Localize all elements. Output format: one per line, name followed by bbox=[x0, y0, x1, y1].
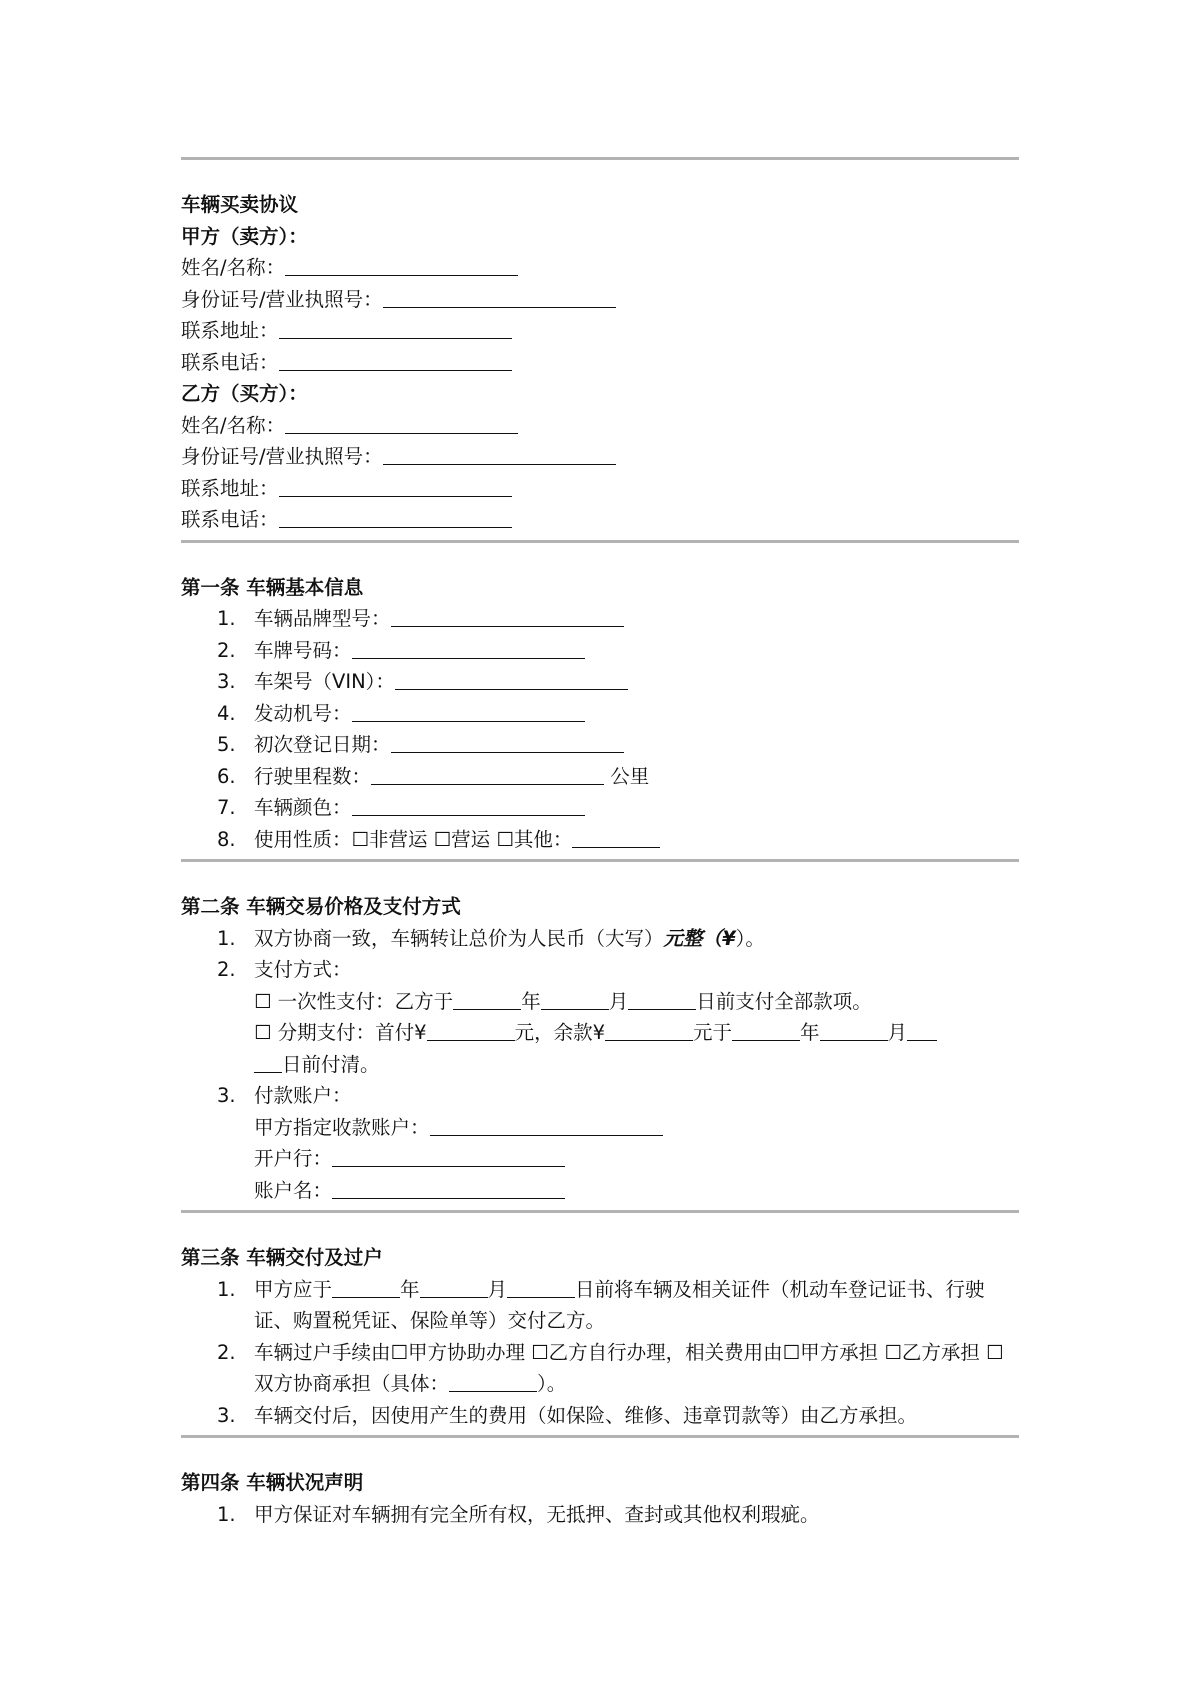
party-a-phone-row bbox=[181, 347, 1019, 379]
lump-sum-month-blank[interactable] bbox=[541, 987, 609, 1010]
item-number: 1. bbox=[217, 1502, 236, 1526]
list-item bbox=[181, 761, 1019, 793]
month-label: 月 bbox=[487, 1277, 508, 1301]
section-divider bbox=[181, 540, 1019, 543]
list-item bbox=[181, 1080, 1019, 1112]
item-number: 3. bbox=[217, 1084, 236, 1107]
installment-tail: 日前付清。 bbox=[282, 1052, 380, 1076]
item-label: 车架号（VIN）： bbox=[254, 670, 395, 693]
list-item bbox=[181, 1274, 1019, 1337]
item-number: 2. bbox=[217, 638, 236, 662]
account-holder-blank[interactable] bbox=[332, 1176, 565, 1199]
delivery-month-blank[interactable] bbox=[420, 1275, 488, 1298]
item-number: 2. bbox=[217, 958, 236, 981]
plate-number-blank[interactable] bbox=[352, 636, 585, 659]
delivery-prefix: 甲方应于 bbox=[254, 1277, 333, 1301]
lump-sum-year-blank[interactable] bbox=[453, 987, 521, 1010]
item-label: 车辆品牌型号： bbox=[254, 607, 391, 630]
balance-label: 元，余款¥ bbox=[514, 1021, 606, 1044]
section-divider bbox=[181, 1210, 1019, 1213]
party-b-heading: 乙方（买方）： bbox=[181, 382, 308, 405]
party-b-phone-blank[interactable] bbox=[279, 505, 512, 528]
payment-account-label: 付款账户： bbox=[254, 1084, 352, 1107]
party-a-address-blank[interactable] bbox=[279, 316, 512, 339]
item-number: 1. bbox=[217, 926, 236, 950]
party-b-name-blank[interactable] bbox=[285, 411, 518, 434]
first-registration-date-blank[interactable] bbox=[391, 730, 624, 753]
item-label: 行驶里程数： bbox=[254, 764, 372, 788]
vin-blank[interactable] bbox=[395, 667, 628, 690]
brand-model-blank[interactable] bbox=[391, 604, 624, 627]
section-divider bbox=[181, 157, 1019, 160]
contract-page bbox=[181, 157, 1019, 1530]
document-title: 车辆买卖协议 bbox=[181, 193, 299, 216]
payment-method-label: 支付方式： bbox=[254, 958, 352, 981]
item-label: 初次登记日期： bbox=[254, 733, 391, 756]
transfer-tail: ）。 bbox=[537, 1372, 567, 1395]
item-label: 使用性质：☐非营运 ☐营运 ☐其他： bbox=[254, 827, 573, 851]
item-label: 发动机号： bbox=[254, 701, 352, 725]
article-2-heading: 第二条 车辆交易价格及支付方式 bbox=[181, 895, 461, 918]
total-price-emphasis: 元整（¥ bbox=[663, 926, 736, 950]
balance-blank[interactable] bbox=[605, 1018, 693, 1041]
year-label: 年 bbox=[521, 989, 541, 1013]
installment-prefix: ☐ 分期支付：首付¥ bbox=[254, 1021, 427, 1044]
party-a-address-row bbox=[181, 315, 1019, 347]
list-item bbox=[181, 792, 1019, 824]
party-b-address-label: 联系地址： bbox=[181, 476, 279, 500]
list-item bbox=[181, 954, 1019, 986]
item-number: 4. bbox=[217, 701, 236, 725]
account-holder-label: 账户名： bbox=[254, 1178, 333, 1202]
party-a-id-row bbox=[181, 284, 1019, 316]
party-a-name-row bbox=[181, 252, 1019, 284]
item-number: 3. bbox=[217, 670, 236, 693]
lump-sum-day-blank[interactable] bbox=[628, 987, 696, 1010]
color-blank[interactable] bbox=[352, 793, 585, 816]
party-b-name-row bbox=[181, 410, 1019, 442]
installment-month-blank[interactable] bbox=[820, 1018, 888, 1041]
installment-day-blank-part1[interactable] bbox=[907, 1018, 937, 1041]
item-number: 8. bbox=[217, 827, 236, 851]
engine-number-blank[interactable] bbox=[352, 699, 585, 722]
item-number: 2. bbox=[217, 1340, 236, 1364]
post-delivery-cost-text: 车辆交付后，因使用产生的费用（如保险、维修、违章罚款等）由乙方承担。 bbox=[254, 1403, 918, 1427]
item-number: 6. bbox=[217, 764, 236, 788]
party-a-phone-blank[interactable] bbox=[279, 348, 512, 371]
down-payment-blank[interactable] bbox=[427, 1018, 515, 1041]
article-3-list bbox=[181, 1274, 1019, 1432]
article-1-heading: 第一条 车辆基本信息 bbox=[181, 575, 364, 599]
month-label: 月 bbox=[608, 989, 629, 1013]
item-number: 7. bbox=[217, 796, 236, 819]
party-a-phone-label: 联系电话： bbox=[181, 350, 279, 374]
party-a-id-blank[interactable] bbox=[383, 285, 616, 308]
party-b-id-label: 身份证号/营业执照号： bbox=[181, 445, 383, 468]
party-b-id-blank[interactable] bbox=[383, 442, 616, 465]
delivery-year-blank[interactable] bbox=[332, 1275, 400, 1298]
article-3-heading: 第三条 车辆交付及过户 bbox=[181, 1246, 383, 1269]
list-item bbox=[181, 603, 1019, 635]
article-2-list bbox=[181, 923, 1019, 1207]
list-item bbox=[181, 729, 1019, 761]
month-label: 月 bbox=[887, 1021, 908, 1044]
bank-label: 开户行： bbox=[254, 1147, 333, 1170]
transfer-fee-detail-blank[interactable] bbox=[449, 1369, 537, 1392]
delivery-day-blank[interactable] bbox=[507, 1275, 575, 1298]
party-b-name-label: 姓名/名称： bbox=[181, 413, 286, 437]
year-label: 年 bbox=[400, 1277, 420, 1301]
lump-sum-tail: 日前支付全部款项。 bbox=[696, 989, 872, 1013]
total-price-text: 双方协商一致，车辆转让总价为人民币（大写） bbox=[254, 926, 664, 950]
party-a-id-label: 身份证号/营业执照号： bbox=[181, 287, 383, 311]
use-nature-other-blank[interactable] bbox=[572, 825, 660, 848]
list-item bbox=[181, 635, 1019, 667]
item-label: 车牌号码： bbox=[254, 638, 352, 662]
account-holder-row bbox=[181, 1175, 1019, 1207]
party-b-phone-label: 联系电话： bbox=[181, 508, 279, 531]
bank-row bbox=[181, 1143, 1019, 1175]
installment-year-blank[interactable] bbox=[732, 1018, 800, 1041]
party-b-id-row bbox=[181, 441, 1019, 473]
article-1-list bbox=[181, 603, 1019, 855]
year-label: 年 bbox=[800, 1021, 820, 1044]
party-b-address-blank[interactable] bbox=[279, 474, 512, 497]
party-a-name-blank[interactable] bbox=[285, 253, 518, 276]
payment-option-lump-sum bbox=[181, 986, 1019, 1018]
party-b-phone-row bbox=[181, 504, 1019, 536]
lump-sum-prefix: ☐ 一次性支付：乙方于 bbox=[254, 989, 454, 1013]
receiving-account-row bbox=[181, 1112, 1019, 1144]
party-a-name-label: 姓名/名称： bbox=[181, 256, 286, 279]
party-b-address-row bbox=[181, 473, 1019, 505]
item-number: 5. bbox=[217, 733, 236, 756]
receiving-account-blank[interactable] bbox=[430, 1113, 663, 1136]
delivery-tail: 日前将车辆及相关证件（机动车登记证书、行驶证、购置税凭证、保险单等）交付乙方。 bbox=[254, 1277, 985, 1332]
item-number: 1. bbox=[217, 607, 236, 630]
list-item bbox=[181, 666, 1019, 698]
section-divider bbox=[181, 1435, 1019, 1438]
installment-day-blank-part2[interactable] bbox=[254, 1050, 282, 1073]
party-a-address-label: 联系地址： bbox=[181, 319, 279, 342]
section-divider bbox=[181, 859, 1019, 862]
article-4-list bbox=[181, 1499, 1019, 1531]
receiving-account-label: 甲方指定收款账户： bbox=[254, 1115, 430, 1139]
item-label: 车辆颜色： bbox=[254, 796, 352, 819]
total-price-tail: ）。 bbox=[735, 926, 765, 950]
payment-option-installment bbox=[181, 1017, 1019, 1049]
list-item bbox=[181, 1337, 1019, 1400]
list-item bbox=[181, 1400, 1019, 1432]
item-number: 3. bbox=[217, 1403, 236, 1427]
list-item bbox=[181, 923, 1019, 955]
transfer-text: 车辆过户手续由☐甲方协助办理 ☐乙方自行办理，相关费用由☐甲方承担 ☐乙方承担 ☐双方协商承担（具体： bbox=[254, 1340, 1004, 1395]
mileage-unit: 公里 bbox=[604, 764, 650, 788]
list-item bbox=[181, 698, 1019, 730]
list-item bbox=[181, 1499, 1019, 1531]
party-a-heading: 甲方（卖方）： bbox=[181, 224, 308, 248]
payment-option-installment-cont bbox=[181, 1049, 1019, 1081]
bank-blank[interactable] bbox=[332, 1144, 565, 1167]
ownership-statement-text: 甲方保证对车辆拥有完全所有权，无抵押、查封或其他权利瑕疵。 bbox=[254, 1502, 820, 1526]
mileage-blank[interactable] bbox=[371, 762, 604, 785]
article-4-heading: 第四条 车辆状况声明 bbox=[181, 1471, 364, 1494]
item-number: 1. bbox=[217, 1277, 236, 1301]
list-item bbox=[181, 824, 1019, 856]
balance-due-label: 元于 bbox=[693, 1021, 733, 1044]
